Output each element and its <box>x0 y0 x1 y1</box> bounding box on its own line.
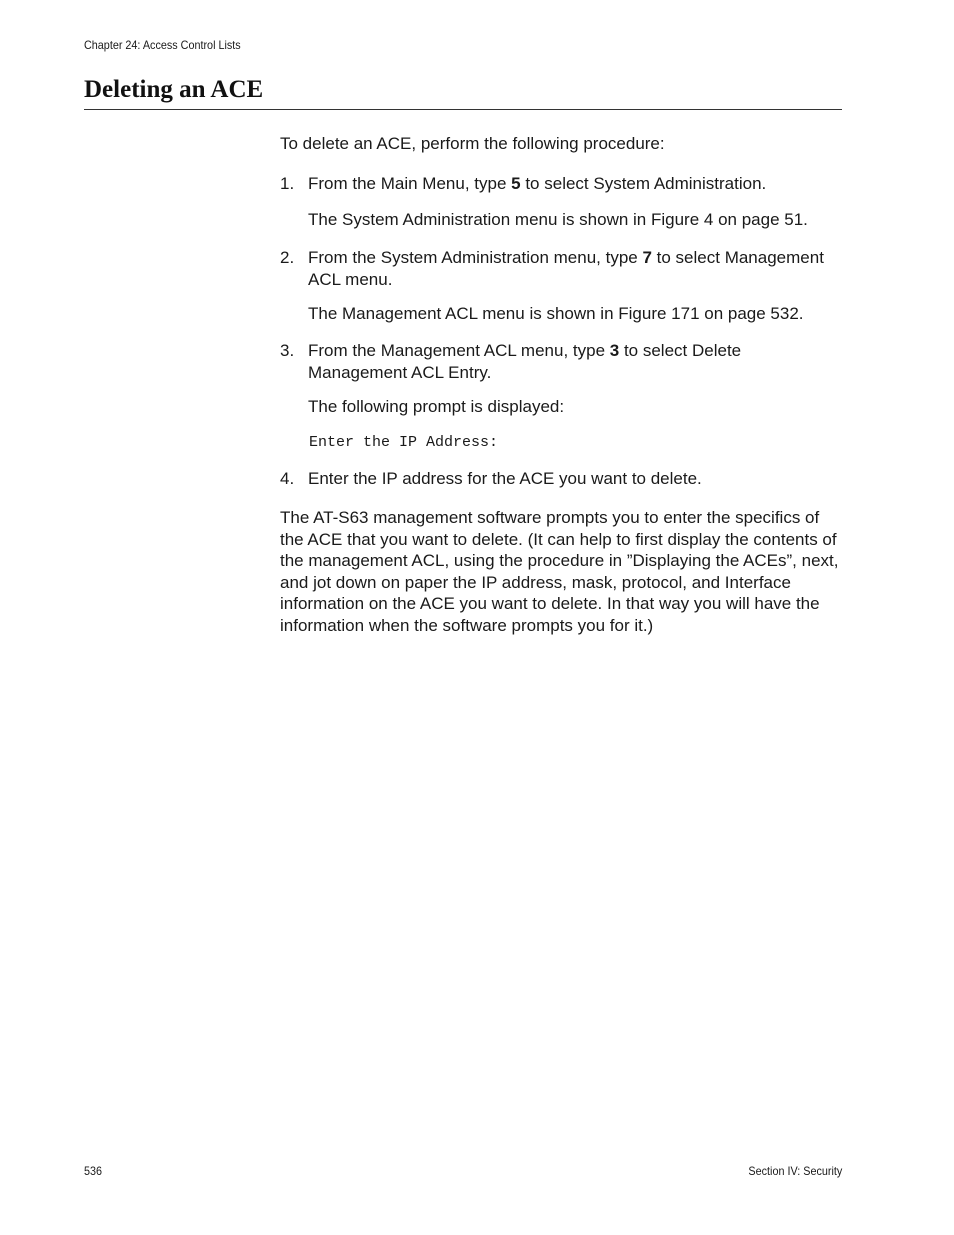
page-number: 536 <box>84 1164 103 1178</box>
step-3-note: The following prompt is displayed: <box>308 397 565 416</box>
step-number: 2. <box>280 248 295 267</box>
step-number: 3. <box>280 341 295 360</box>
step-1-note: The System Administration menu is shown in Figure 4 on page 51. <box>308 210 808 229</box>
step-1-key: 5 <box>511 174 521 193</box>
step-3-key: 3 <box>609 341 620 360</box>
step-2-text: From the System Administration menu, type 7 to select Management ACL menu. <box>308 248 824 289</box>
step-number: 1. <box>280 174 295 193</box>
step-2-key: 7 <box>642 248 652 267</box>
closing-paragraph: The AT-S63 management software prompts you to enter the specifics of the ACE that you want to delete. (It can help to first display the contents of the management ACL, using the procedure in ”Displaying the ACEs”, next, and jot down on paper the IP address, mask, protocol, and Interface information on the ACE you want to delete. In that way you will have the information when the software prompts you for it.) <box>280 508 839 635</box>
intro-paragraph: To delete an ACE, perform the following procedure: <box>280 134 665 153</box>
title-divider <box>84 109 842 110</box>
running-footer: Section IV: Security <box>748 1164 842 1178</box>
step-4-text: Enter the IP address for the ACE you want to delete. <box>308 469 702 488</box>
step-3-text: From the Management ACL menu, type 3 to select Delete Management ACL Entry. <box>308 341 742 382</box>
running-header: Chapter 24: Access Control Lists <box>84 38 241 52</box>
prompt-code: Enter the IP Address: <box>309 434 499 451</box>
step-1-text: From the Main Menu, type 5 to select System Administration. <box>308 174 767 193</box>
page-title: Deleting an ACE <box>84 76 264 103</box>
step-2-note: The Management ACL menu is shown in Figure 171 on page 532. <box>308 304 804 323</box>
step-number: 4. <box>280 469 295 488</box>
